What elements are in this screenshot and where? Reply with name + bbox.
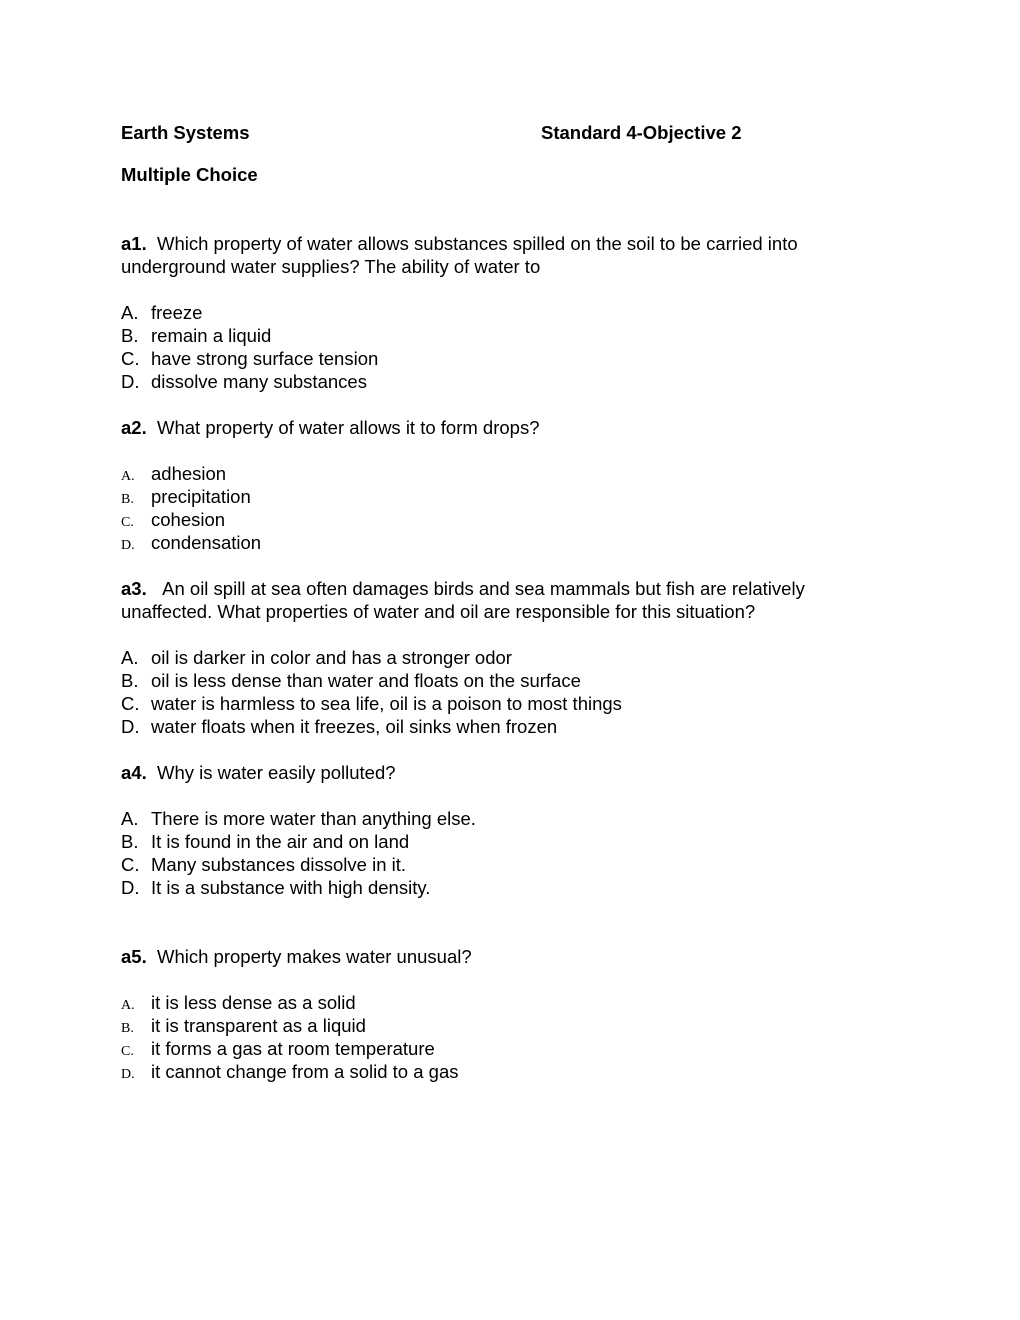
choice-text: remain a liquid bbox=[151, 325, 272, 346]
choice-text: dissolve many substances bbox=[151, 371, 367, 392]
choice-letter: B. bbox=[121, 670, 139, 691]
choice-text: it is less dense as a solid bbox=[151, 992, 356, 1013]
choice-text: cohesion bbox=[151, 509, 226, 530]
choice-a5-d bbox=[121, 1060, 459, 1086]
choice-letter: A. bbox=[121, 302, 139, 323]
choice-letter: D. bbox=[121, 538, 135, 553]
choice-a1-d bbox=[121, 370, 367, 393]
question-a3-stem-cont: unaffected. What properties of water and oil are responsible for this situation? bbox=[121, 601, 756, 622]
choice-text: freeze bbox=[151, 302, 203, 323]
choice-letter: D. bbox=[121, 371, 140, 392]
question-number: a5. bbox=[121, 946, 147, 967]
choice-text: adhesion bbox=[151, 463, 227, 484]
choice-letter: A. bbox=[121, 469, 135, 484]
question-a5-stem bbox=[121, 945, 472, 968]
choice-text: condensation bbox=[151, 532, 262, 553]
choice-text: It is a substance with high density. bbox=[151, 877, 431, 898]
choice-a1-b bbox=[121, 324, 271, 347]
choice-letter: D. bbox=[121, 716, 140, 737]
subject-title: Earth Systems bbox=[121, 122, 250, 143]
choice-letter: D. bbox=[121, 1067, 135, 1082]
question-number: a2. bbox=[121, 417, 147, 438]
question-number: a1. bbox=[121, 233, 147, 254]
standard-title: Standard 4-Objective 2 bbox=[541, 122, 742, 143]
choice-text: Many substances dissolve in it. bbox=[151, 854, 407, 875]
question-text: An oil spill at sea often damages birds and sea mammals but fish are relatively bbox=[162, 578, 805, 599]
choice-a4-a bbox=[121, 807, 476, 830]
choice-text: it forms a gas at room temperature bbox=[151, 1038, 435, 1059]
choice-a4-d bbox=[121, 876, 430, 899]
choice-a3-d bbox=[121, 715, 557, 738]
question-text: Why is water easily polluted? bbox=[157, 762, 396, 783]
choice-letter: B. bbox=[121, 831, 139, 852]
question-text: Which property makes water unusual? bbox=[157, 946, 472, 967]
choice-text: precipitation bbox=[151, 486, 251, 507]
choice-letter: A. bbox=[121, 998, 135, 1013]
question-number: a4. bbox=[121, 762, 147, 783]
question-number: a3. bbox=[121, 578, 147, 599]
question-a1-stem-cont: underground water supplies? The ability of water to bbox=[121, 256, 541, 277]
question-a4-stem bbox=[121, 761, 396, 784]
choice-letter: C. bbox=[121, 515, 134, 530]
question-a3-stem bbox=[121, 577, 805, 600]
choice-text: water floats when it freezes, oil sinks when frozen bbox=[151, 716, 558, 737]
choice-text: It is found in the air and on land bbox=[151, 831, 410, 852]
choice-text: oil is darker in color and has a stronger odor bbox=[151, 647, 512, 668]
choice-letter: A. bbox=[121, 647, 139, 668]
choice-a1-c bbox=[121, 347, 378, 370]
choice-text: water is harmless to sea life, oil is a poison to most things bbox=[151, 693, 622, 714]
choice-text: it is transparent as a liquid bbox=[151, 1015, 366, 1036]
choice-text: oil is less dense than water and floats on the surface bbox=[151, 670, 581, 691]
question-text: What property of water allows it to form drops? bbox=[157, 417, 540, 438]
choice-letter: B. bbox=[121, 1021, 134, 1036]
choice-text: it cannot change from a solid to a gas bbox=[151, 1061, 459, 1082]
choice-letter: D. bbox=[121, 877, 140, 898]
question-a2-stem bbox=[121, 416, 539, 439]
choice-a1-a bbox=[121, 301, 202, 324]
choice-text: have strong surface tension bbox=[151, 348, 379, 369]
choice-letter: A. bbox=[121, 808, 139, 829]
choice-letter: C. bbox=[121, 693, 140, 714]
choice-text: There is more water than anything else. bbox=[151, 808, 476, 829]
choice-a3-a bbox=[121, 646, 512, 669]
question-a1-stem bbox=[121, 232, 798, 255]
choice-a3-b bbox=[121, 669, 581, 692]
choice-a2-d bbox=[121, 531, 261, 557]
choice-letter: C. bbox=[121, 348, 140, 369]
choice-a3-c bbox=[121, 692, 622, 715]
question-text: Which property of water allows substances spilled on the soil to be carried into bbox=[157, 233, 798, 254]
choice-letter: C. bbox=[121, 1044, 134, 1059]
choice-a4-b bbox=[121, 830, 409, 853]
choice-letter: B. bbox=[121, 325, 139, 346]
section-title: Multiple Choice bbox=[121, 164, 258, 185]
choice-letter: B. bbox=[121, 492, 134, 507]
choice-a4-c bbox=[121, 853, 406, 876]
choice-letter: C. bbox=[121, 854, 140, 875]
